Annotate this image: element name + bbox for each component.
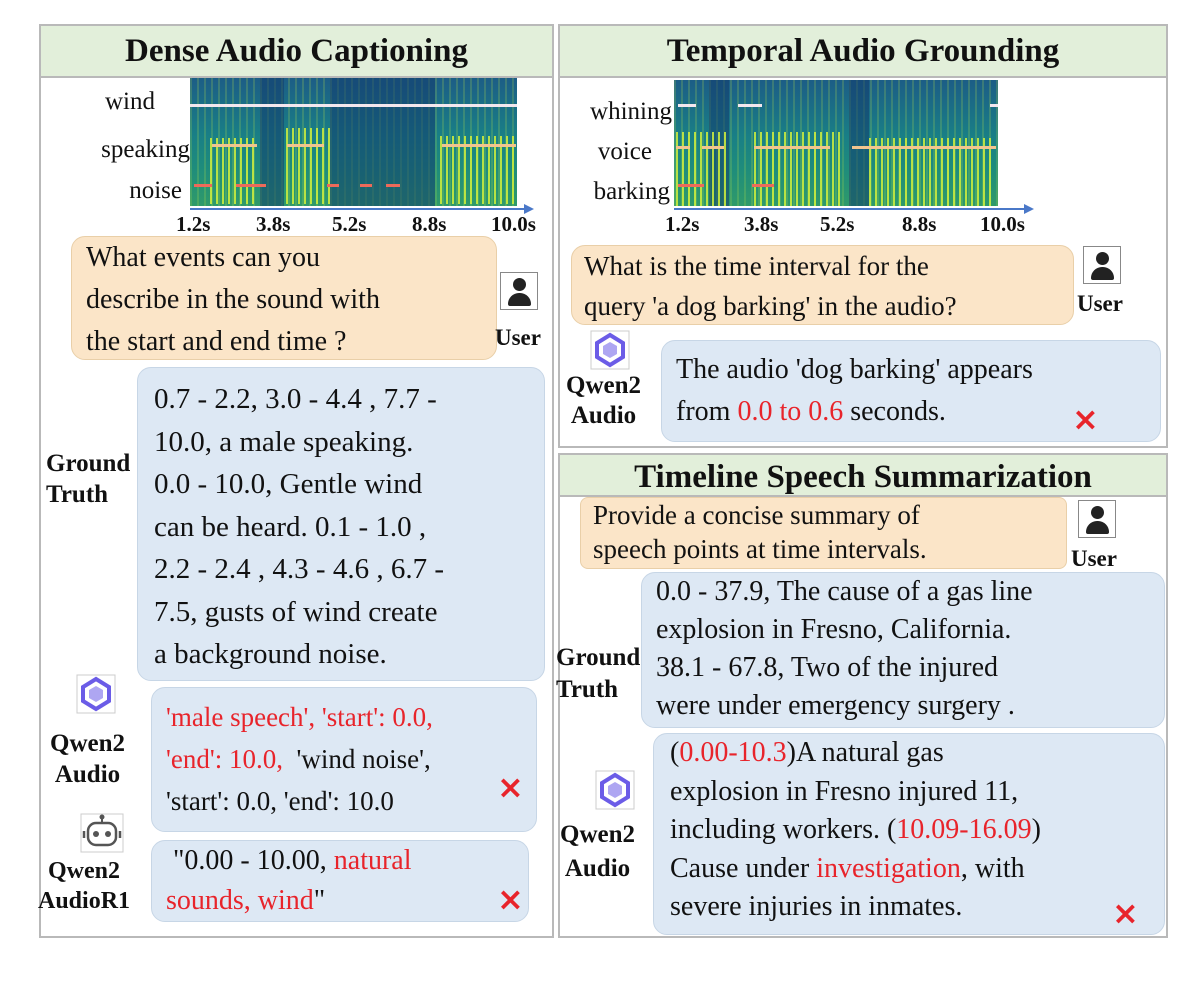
cross-mark-icon: × [1072, 400, 1099, 438]
grounding-tick-3: 5.2s [820, 212, 855, 236]
model-label-line: Audio [54, 761, 121, 788]
answer-red-text: investigation [816, 852, 961, 884]
answer-red-text: 0.00-10.3 [679, 737, 787, 768]
summarization-user-question [580, 497, 1067, 569]
user-label: User [495, 325, 541, 350]
answer-red-text: natural [333, 845, 412, 876]
summary-model-label [560, 818, 635, 886]
answer-text: ( [670, 737, 680, 768]
summarization-title: Timeline Speech Summarization [560, 455, 1166, 497]
model-label-line: Qwen2 [50, 730, 125, 757]
event-label-noise: noise [129, 177, 182, 204]
gt-label-line: Ground [556, 644, 641, 671]
dense-tick-1: 1.2s [176, 212, 211, 236]
grounding-tick-4: 8.8s [902, 212, 937, 236]
answer-text: severe injuries in inmates. [670, 891, 963, 922]
grounding-tick-1: 1.2s [665, 212, 700, 236]
user-label: User [1071, 546, 1117, 571]
dense-tick-4: 8.8s [412, 212, 447, 236]
answer-text: ) [1031, 814, 1041, 845]
answer-red-text: 'male speech', 'start': 0.0, [166, 702, 433, 732]
answer-text: 'wind noise', [282, 744, 431, 774]
dense-tick-3: 5.2s [332, 212, 367, 236]
grounding-tick-2: 3.8s [744, 212, 779, 236]
answer-text: )A natural gas [786, 737, 944, 768]
qwen-logo-icon [595, 770, 635, 810]
event-label-whining: whining [590, 98, 672, 125]
cross-mark-icon: × [497, 768, 524, 806]
answer-red-text: 0.0 to 0.6 [737, 396, 844, 427]
qwen-logo-icon [76, 674, 116, 714]
gt-label-line: Ground [46, 450, 131, 477]
question-line: What events can you [86, 242, 321, 273]
answer-text: including workers. ( [670, 814, 897, 845]
model-label-line: Qwen2 [566, 372, 641, 399]
question-line: speech points at time intervals. [593, 534, 927, 564]
dense-r1-label [38, 856, 130, 916]
robot-icon [80, 813, 124, 853]
answer-text: from [676, 396, 738, 427]
event-label-speaking: speaking [101, 136, 190, 163]
grounding-user-question [571, 245, 1074, 325]
model-label-line: Audio [564, 855, 631, 882]
gt-line: 0.0 - 10.0, Gentle wind [154, 468, 423, 500]
gt-line: 0.7 - 2.2, 3.0 - 4.4 , 7.7 - [154, 383, 437, 415]
gt-line: can be heard. 0.1 - 1.0 , [154, 510, 427, 543]
dense-gt-label [46, 448, 130, 510]
summary-gt-label [556, 642, 640, 706]
event-label-barking: barking [593, 178, 670, 205]
dense-qwen2-answer [151, 687, 537, 832]
model-label-line: Qwen2 [560, 821, 635, 848]
dense-ground-truth-bubble [137, 367, 545, 681]
model-label-line: Audio [570, 402, 637, 429]
gt-line: explosion in Fresno, California. [656, 614, 1012, 645]
answer-text: " [313, 885, 326, 916]
question-line: Provide a concise summary of [593, 500, 920, 530]
cross-mark-icon: × [497, 880, 524, 918]
grounding-title: Temporal Audio Grounding [560, 26, 1166, 78]
answer-red-text: 'end': 10.0, [166, 744, 283, 774]
gt-line: a background noise. [154, 638, 387, 670]
event-label-voice: voice [597, 138, 652, 165]
qwen-logo-icon [590, 330, 630, 370]
answer-text: "0.00 - 10.00, [166, 845, 334, 876]
summary-answer [653, 733, 1165, 935]
gt-label-line: Truth [556, 676, 619, 703]
event-label-wind: wind [105, 88, 155, 115]
gt-line: 2.2 - 2.4 , 4.3 - 4.6 , 6.7 - [154, 553, 444, 585]
answer-red-text: sounds, wind [166, 885, 314, 916]
answer-text: Cause under [670, 852, 817, 884]
answer-text: , with [960, 852, 1025, 884]
answer-text: seconds. [843, 396, 946, 427]
dense-r1-answer [151, 840, 529, 922]
user-icon [1083, 246, 1121, 284]
gt-line: 10.0, a male speaking. [154, 425, 414, 458]
dense-spectrogram [190, 78, 517, 206]
dense-tick-2: 3.8s [256, 212, 291, 236]
answer-text: 'start': 0.0, 'end': 10.0 [166, 786, 394, 816]
grounding-model-label [566, 371, 641, 431]
answer-text: explosion in Fresno injured 11, [670, 775, 1019, 807]
user-icon [1078, 500, 1116, 538]
answer-red-text: 10.09-16.09 [896, 814, 1032, 845]
dense-qwen2-label [50, 728, 125, 790]
grounding-spectrogram [674, 80, 998, 206]
dense-captioning-title: Dense Audio Captioning [41, 26, 552, 78]
gt-line: 7.5, gusts of wind create [154, 595, 438, 628]
question-line: What is the time interval for the [584, 251, 929, 281]
question-line: the start and end time ? [86, 326, 347, 357]
cross-mark-icon: × [1112, 894, 1139, 932]
summary-ground-truth-bubble [641, 572, 1165, 728]
model-label-line: Qwen2 [48, 858, 121, 884]
model-label-line: AudioR1 [38, 888, 131, 914]
user-label: User [1077, 291, 1123, 316]
gt-line: 38.1 - 67.8, Two of the injured [656, 652, 999, 683]
question-line: query 'a dog barking' in the audio? [584, 291, 957, 321]
answer-text: The audio 'dog barking' appears [676, 354, 1033, 385]
grounding-tick-5: 10.0s [980, 212, 1025, 236]
user-icon [500, 272, 538, 310]
gt-label-line: Truth [46, 481, 109, 508]
dense-user-question [71, 236, 497, 360]
question-line: describe in the sound with [86, 284, 380, 315]
gt-line: 0.0 - 37.9, The cause of a gas line [656, 576, 1033, 607]
gt-line: were under emergency surgery . [656, 690, 1015, 721]
dense-tick-5: 10.0s [491, 212, 536, 236]
